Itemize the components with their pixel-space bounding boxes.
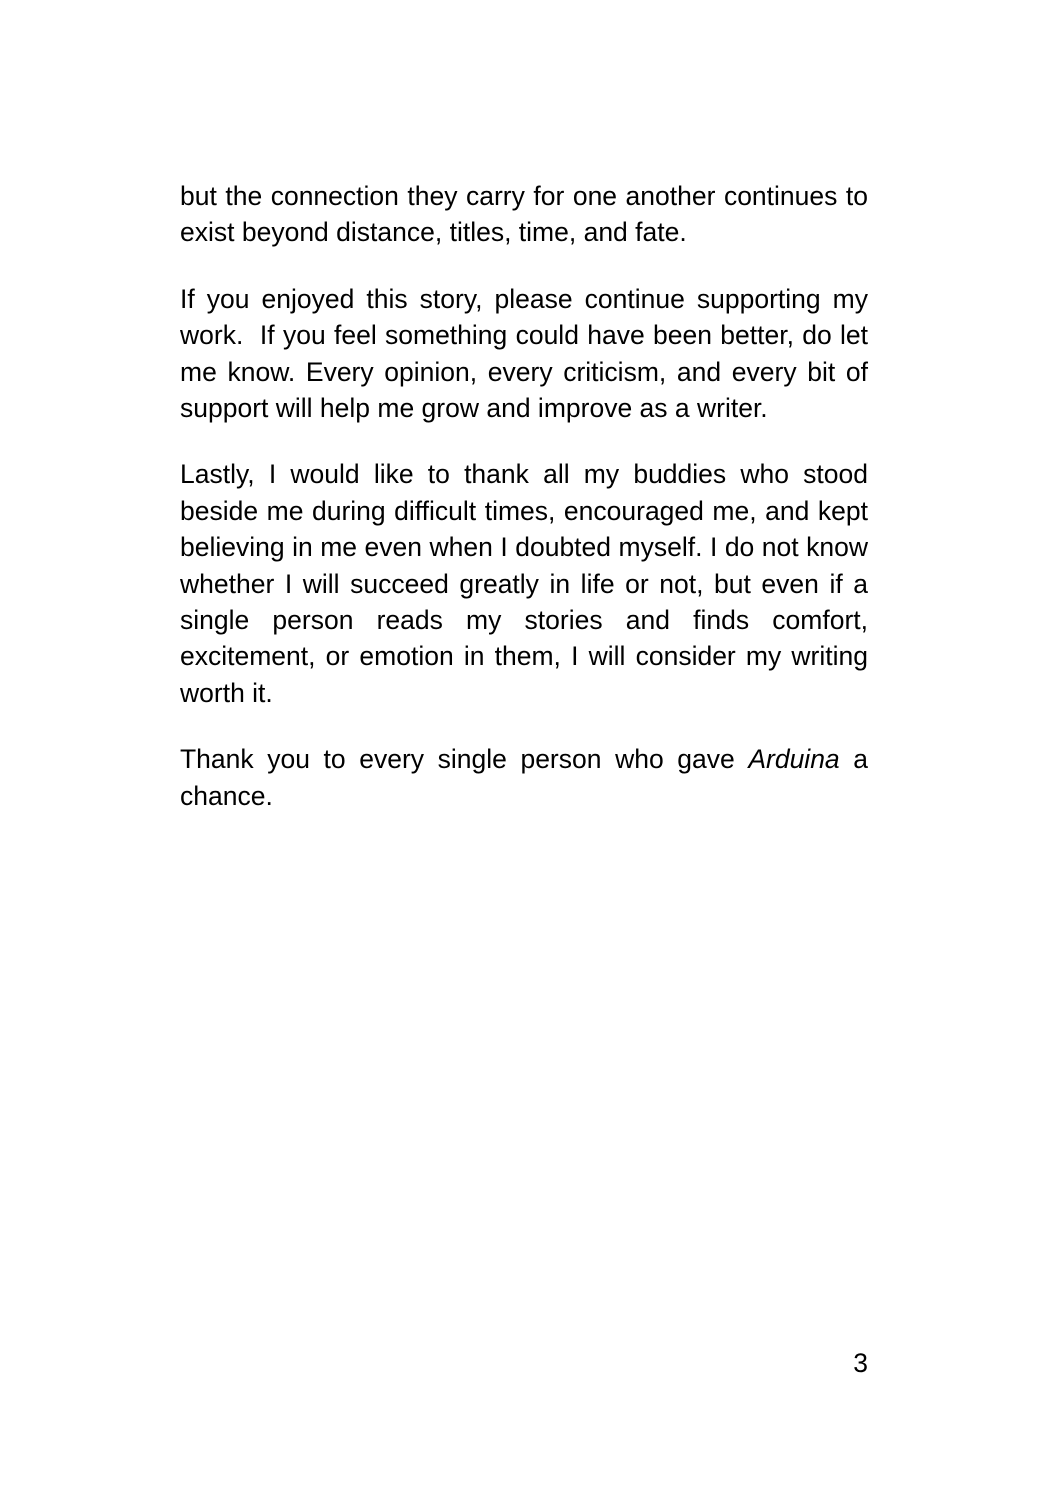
paragraph-final-thanks [180,741,876,814]
paragraph-closing-line: but the connection they carry for one another continues to exist beyond distance, titles, time, and fate. [180,181,876,248]
final-thanks-text-end: a chance. [180,744,876,811]
book-title-italic: Arduina [748,744,840,775]
page-number: 3 [853,1348,868,1378]
final-thanks-text-start: Thank you to every single person who gave [180,744,749,775]
paragraph-support-request: If you enjoyed this story, please continue supporting my work. If you feel something could have been better, do let me know. Every opinion, every criticism, and every bit of support will help me grow and improve as a writer. [180,283,876,424]
paragraph-thanks-buddies: Lastly, I would like to thank all my buddies who stood beside me during difficult times, encouraged me, and kept believing in me even when I doubted myself. I do not know whether I will succeed greatly in life or not, but even if a single person reads my stories and finds comfort, excitement, or emotion in them, I will consider my writing worth it. [180,459,876,708]
body-text [180,178,876,844]
